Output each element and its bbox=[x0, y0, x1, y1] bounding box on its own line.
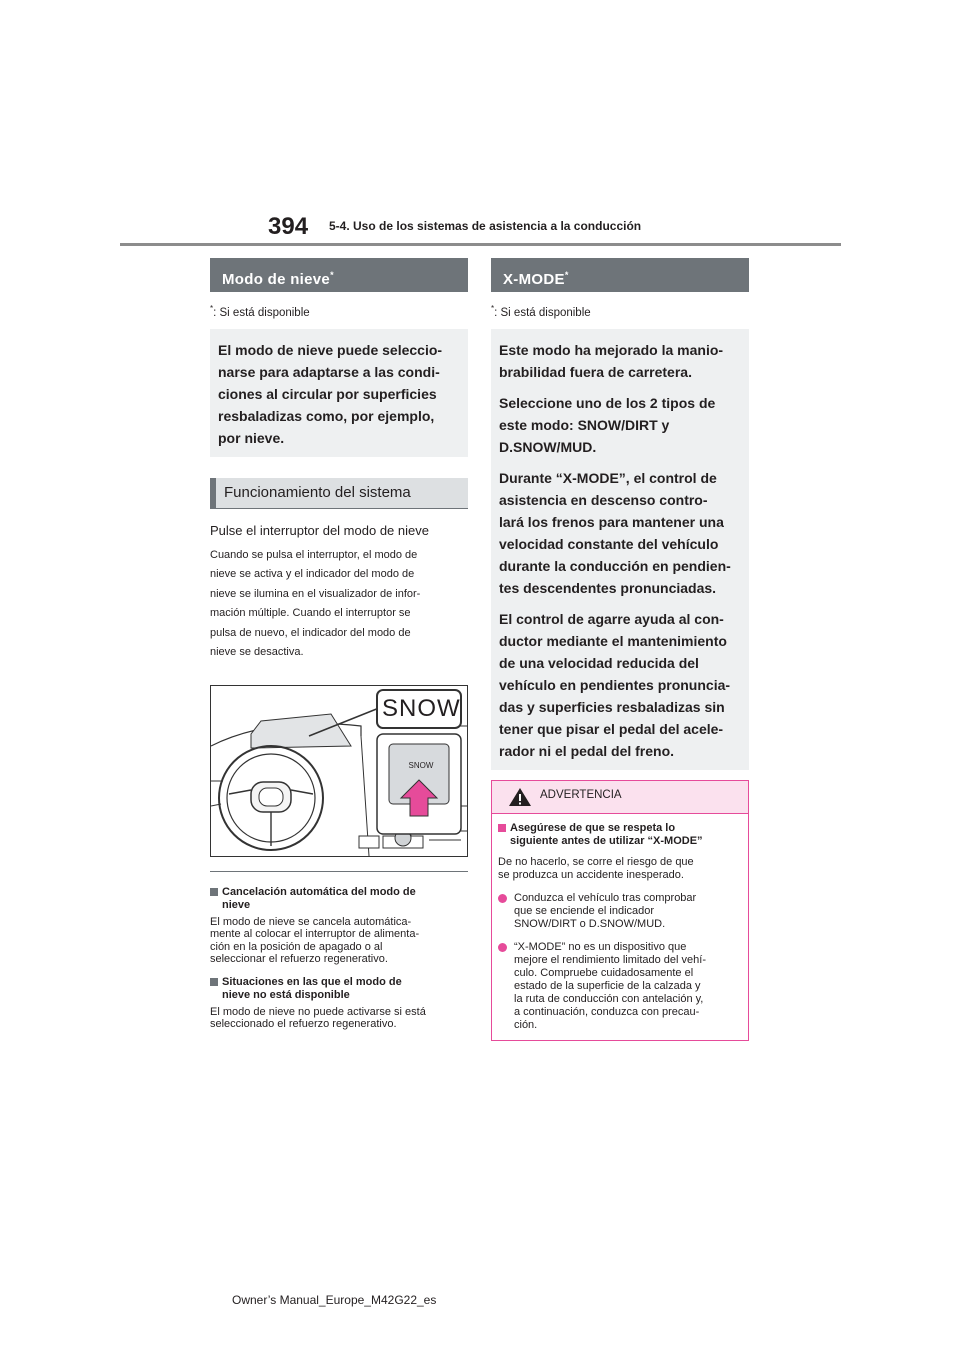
note-unavailable-body: El modo de nieve no puede activarse si está seleccionado el refuerzo regenerativo. bbox=[210, 1005, 426, 1031]
warning-label: ADVERTENCIA bbox=[540, 788, 622, 801]
snow-callout-label: SNOW bbox=[382, 694, 461, 722]
intro-paragraph: Durante “X-MODE”, el control de asistencia en descenso contro- lará los frenos para mantener una velocidad constante del vehículo durante la conducción en pendien- tes descendentes pronunciadas. bbox=[499, 469, 731, 596]
availability-note bbox=[491, 304, 749, 319]
note-unavailable-title: Situaciones en las que el modo de nieve no está disponible bbox=[210, 976, 468, 1002]
intro-line: El modo de nieve puede seleccio- bbox=[218, 341, 443, 358]
snow-switch-figure bbox=[210, 685, 468, 857]
snow-switch-label: SNOW bbox=[408, 760, 434, 770]
header-rule bbox=[120, 243, 841, 246]
square-bullet-icon bbox=[210, 978, 218, 986]
round-bullet-icon bbox=[498, 894, 507, 903]
availability-text: : Si está disponible bbox=[213, 306, 310, 319]
intro-line: por nieve. bbox=[218, 429, 285, 446]
x-mode-intro-box bbox=[491, 329, 749, 770]
procedure-line: nieve se activa y el indicador del modo de bbox=[210, 568, 415, 581]
warning-content bbox=[492, 814, 748, 1040]
procedure-line: nieve se ilumina en el visualizador de infor- bbox=[210, 587, 421, 600]
availability-note bbox=[210, 304, 468, 319]
left-column bbox=[210, 258, 468, 1031]
availability-text: : Si está disponible bbox=[494, 306, 591, 319]
round-bullet-icon bbox=[498, 943, 507, 952]
square-bullet-icon bbox=[498, 824, 506, 832]
right-column bbox=[491, 258, 749, 1041]
procedure-heading: Pulse el interruptor del modo de nieve bbox=[210, 522, 429, 538]
warning-body: De no hacerlo, se corre el riesgo de que se produzca un accidente inesperado. bbox=[498, 855, 694, 881]
snow-intro-box bbox=[210, 329, 468, 457]
note-auto-cancel-body: El modo de nieve se cancela automática- mente al colocar el interruptor de alimenta- ción en la posición de apagado o al seleccionar el refuerzo regenerativo. bbox=[210, 915, 420, 966]
warning-header bbox=[492, 781, 748, 814]
footer-manual-id: Owner’s Manual_Europe_M42G22_es bbox=[232, 1293, 437, 1307]
warning-triangle-icon bbox=[508, 787, 532, 807]
intro-paragraph: Seleccione uno de los 2 tipos de este modo: SNOW/DIRT y D.SNOW/MUD. bbox=[499, 394, 716, 455]
intro-line: narse para adaptarse a las condi- bbox=[218, 363, 440, 380]
warning-bullet: “X-MODE” no es un dispositivo que mejore el rendimiento limitado del vehí- culo. Compruebe cuidadosamente el estado de la superficie de la calzada y la ruta de conducción con antelación y, a continuación, conduzca con precau- ción. bbox=[498, 941, 742, 1032]
procedure-line: Cuando se pulsa el interruptor, el modo de bbox=[210, 548, 418, 561]
x-mode-asterisk: * bbox=[564, 270, 569, 280]
system-operation-heading: Funcionamiento del sistema bbox=[210, 478, 468, 509]
intro-line: ciones al circular por superficies bbox=[218, 385, 437, 402]
square-bullet-icon bbox=[210, 888, 218, 896]
procedure-line: pulsa de nuevo, el indicador del modo de bbox=[210, 626, 411, 639]
procedure-line: nieve se desactiva. bbox=[210, 646, 304, 659]
intro-paragraph: Este modo ha mejorado la manio- brabilidad fuera de carretera. bbox=[499, 341, 724, 380]
availability-asterisk: * bbox=[491, 304, 495, 313]
section-title: 5-4. Uso de los sistemas de asistencia a la conducción bbox=[329, 219, 642, 233]
x-mode-title: X-MODE bbox=[503, 271, 565, 288]
snow-mode-asterisk: * bbox=[330, 270, 334, 280]
warning-heading: Asegúrese de que se respeta lo siguiente antes de utilizar “X-MODE” bbox=[498, 822, 742, 848]
procedure-body bbox=[210, 546, 468, 663]
page-number: 394 bbox=[268, 213, 309, 240]
warning-bullet: Conduzca el vehículo tras comprobar que se enciende el indicador SNOW/DIRT o D.SNOW/MUD. bbox=[498, 892, 742, 931]
intro-paragraph: El control de agarre ayuda al con- ductor mediante el mantenimiento de una velocidad reducida del vehículo en pendientes pronuncia- das y superficies resbaladizas sin tener que pisar el pedal del acele- rador ni el pedal del freno. bbox=[499, 610, 731, 759]
intro-line: resbaladizas como, por ejemplo, bbox=[218, 407, 435, 424]
procedure-line: mación múltiple. Cuando el interruptor se bbox=[210, 607, 411, 620]
snow-mode-title: Modo de nieve bbox=[222, 271, 331, 288]
note-auto-cancel-title: Cancelación automática del modo de nieve bbox=[210, 886, 468, 912]
warning-box bbox=[491, 780, 749, 1041]
x-mode-banner bbox=[491, 258, 749, 292]
figure-rule bbox=[210, 871, 468, 872]
snow-mode-banner bbox=[210, 258, 468, 292]
availability-asterisk: * bbox=[210, 304, 214, 313]
